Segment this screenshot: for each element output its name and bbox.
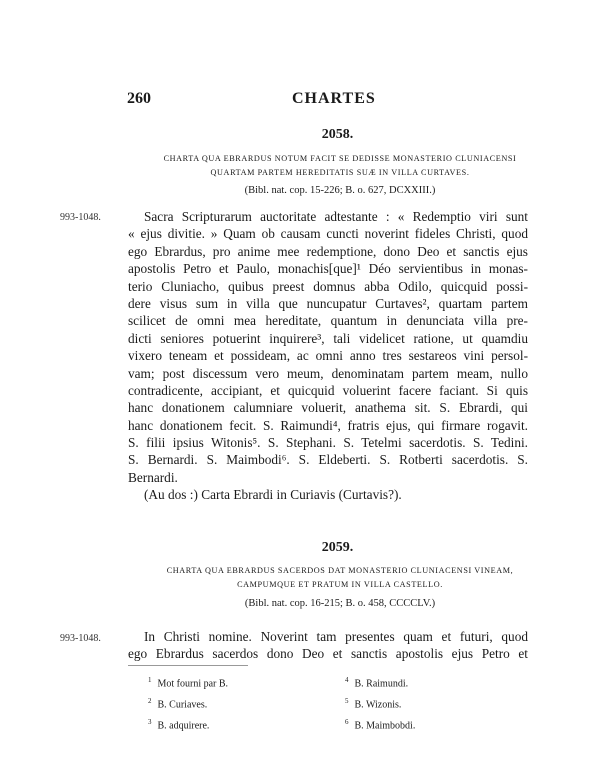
footnote-text: Mot fourni par B. <box>157 678 229 690</box>
footnote <box>345 672 515 693</box>
text-line: terio Cluniacho, quibus preest domnus abba Odilo, quicquid possi- <box>128 278 528 294</box>
text-line: S. filii ipsius Witonis⁵. S. Stephani. S. Tetelmi sacerdotis. S. Tedini. <box>128 435 528 451</box>
text-line: vixero teneam et possideam, ac omni anno tres sestareos vini persol- <box>128 348 528 364</box>
charter-title-line: CHARTA QUA EBRARDUS NOTUM FACIT SE DEDISSE MONASTERIO CLUNIACENSI <box>163 154 517 163</box>
text-line: apostolis Petro et Paulo, monachis[que]¹ Déo servientibus in monas- <box>128 261 528 277</box>
text-line: ego Ebrardus, pro anime mee redemptione, dono Deo et sanctis ejus <box>128 243 528 259</box>
text-line: S. Bernardi. S. Maimbodi⁶. S. Eldeberti. S. Rotberti sacerdotis. S. <box>128 452 528 468</box>
footnote-text: B. Wizonis. <box>354 699 402 711</box>
charter-title-line: CHARTA QUA EBRARDUS SACERDOS DAT MONASTERIO CLUNIACENSI VINEAM, <box>166 566 514 575</box>
text-line: Sacra Scripturarum auctoritate adtestante : « Redemptio viri sunt <box>144 209 528 224</box>
text-line: vam; post discessum vero meum, denominatam partem meam, nullo <box>128 365 528 381</box>
footnote <box>148 693 318 714</box>
running-head: CHARTES <box>292 90 376 107</box>
footnotes-left <box>148 672 318 734</box>
charter-date: 993-1048. <box>60 212 101 223</box>
footnote <box>148 714 318 735</box>
charter-title-line: QUARTAM PARTEM HEREDITATIS SUÆ IN VILLA CURTAVES. <box>210 168 470 177</box>
text-line: « ejus divitie. » Quam ob causam cuncti noverint fideles Christi, quod <box>128 226 528 242</box>
text-line: In Christi nomine. Noverint tam presentes quam et futuri, quod <box>144 629 528 644</box>
charter-source: (Bibl. nat. cop. 15-226; B. o. 627, DCXXIII.) <box>244 185 436 196</box>
footnote-mark: 1 <box>148 676 152 684</box>
text-line: hanc donationem fecit. S. Raimundi⁴, fratris ejus, qui firmare rogavit. <box>128 417 528 433</box>
text-line: hanc donationem calumniare voluerit, anathema sit. S. Ebrardi, qui <box>128 400 528 416</box>
charter-number: 2058. <box>321 127 354 142</box>
charter-title <box>150 152 530 180</box>
footnote <box>345 693 515 714</box>
charter-date: 993-1048. <box>60 633 101 644</box>
footnote-text: B. Raimundi. <box>354 678 409 690</box>
footnote-rule <box>128 665 248 666</box>
charter-source: (Bibl. nat. cop. 16-215; B. o. 458, CCCCLV.) <box>244 598 436 609</box>
text-line: dicti seniores potuerint inquirere³, tali videlicet ratione, ut quamdiu <box>128 330 528 346</box>
footnote-mark: 5 <box>345 696 349 705</box>
footnote-mark: 4 <box>345 676 349 684</box>
footnote-text: B. adquirere. <box>157 719 210 731</box>
text-line: Bernardi. <box>128 469 178 485</box>
footnote <box>345 714 515 735</box>
endorsement: (Au dos :) Carta Ebrardi in Curiavis (Curtavis?). <box>144 487 402 503</box>
text-line: ego Ebrardus sacerdos dono Deo et sanctis apostolis ejus Petro et <box>128 646 528 662</box>
page-number: 260 <box>127 90 151 107</box>
footnotes-right <box>345 672 515 734</box>
charter-body <box>128 628 528 663</box>
footnote-text: B. Maimbobdi. <box>354 719 416 731</box>
footnote <box>148 672 318 693</box>
charter-body <box>128 208 528 504</box>
charter-number: 2059. <box>321 540 354 555</box>
footnote-mark: 3 <box>148 717 152 726</box>
footnote-mark: 6 <box>345 717 349 726</box>
footnote-mark: 2 <box>148 696 152 705</box>
charter-title <box>150 564 530 592</box>
charter-title-line: CAMPUMQUE ET PRATUM IN VILLA CASTELLO. <box>237 580 443 589</box>
footnote-text: B. Curiaves. <box>157 699 208 711</box>
text-line: scilicet de omni mea hereditate, quantum in denunciata villa pre- <box>128 313 528 329</box>
text-line: dere visus sum in villa que nuncupatur Curtaves², quartam partem <box>128 295 528 311</box>
text-line: contradicente, accipiant, et quicquid voluerint facere faciant. Si quis <box>128 382 528 398</box>
